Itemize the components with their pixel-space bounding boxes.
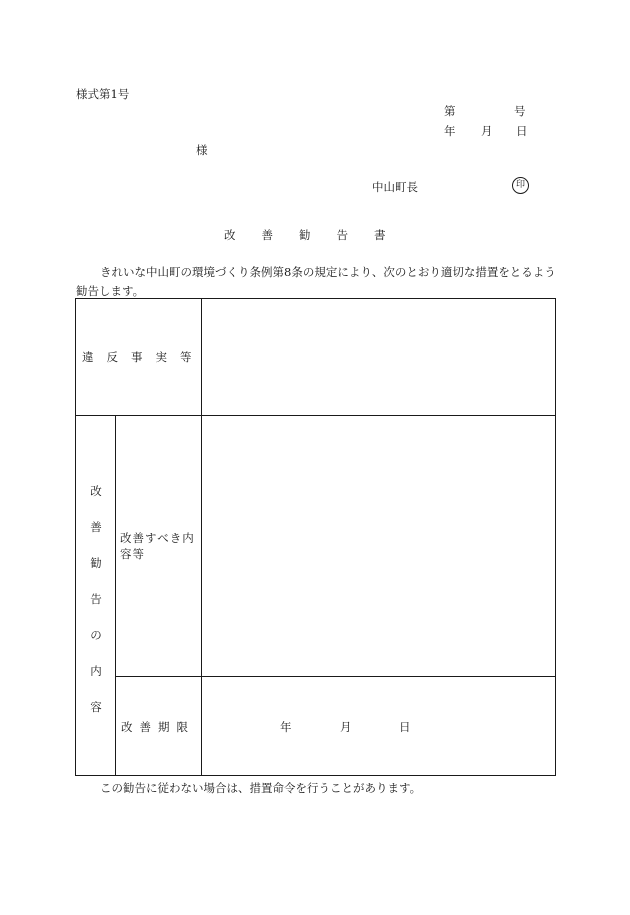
- vertical-char: 善: [90, 520, 102, 534]
- number-suffix: 号: [514, 104, 526, 118]
- intro-paragraph: きれいな中山町の環境づくり条例第8条の規定により、次のとおり適切な措置をとるよう勧告します。: [76, 265, 556, 298]
- vertical-char: 容: [90, 700, 102, 714]
- improvement-deadline-label: 改善期限: [121, 720, 195, 734]
- section-column-divider: [115, 415, 116, 775]
- vertical-char: の: [90, 628, 102, 642]
- vertical-char: 告: [90, 592, 102, 606]
- deadline-month-label: 月: [340, 720, 352, 734]
- date-year-label: 年: [444, 124, 456, 138]
- date-month-label: 月: [481, 124, 493, 138]
- number-prefix: 第: [444, 104, 456, 118]
- vertical-char: 内: [90, 664, 102, 678]
- form-number: 様式第1号: [76, 87, 130, 101]
- vertical-char: 勧: [90, 556, 102, 570]
- addressee-suffix: 様: [196, 143, 208, 157]
- improvement-content-label: 改善すべき内容等: [120, 531, 195, 561]
- vertical-char: 改: [90, 484, 102, 498]
- date-day-label: 日: [516, 124, 528, 138]
- row-divider: [76, 415, 555, 416]
- deadline-year-label: 年: [280, 720, 292, 734]
- violation-facts-label: 違反事実等: [82, 350, 205, 364]
- seal-mark: 印: [512, 177, 529, 194]
- deadline-row-divider: [115, 676, 555, 677]
- footer-note: この勧告に従わない場合は、措置命令を行うことがあります。: [100, 781, 422, 795]
- recommendation-table: [75, 298, 556, 776]
- issuer-name: 中山町長: [372, 180, 418, 194]
- document-title: 改善勧告書: [224, 228, 412, 242]
- recommendation-content-label: [88, 483, 104, 735]
- deadline-day-label: 日: [399, 720, 411, 734]
